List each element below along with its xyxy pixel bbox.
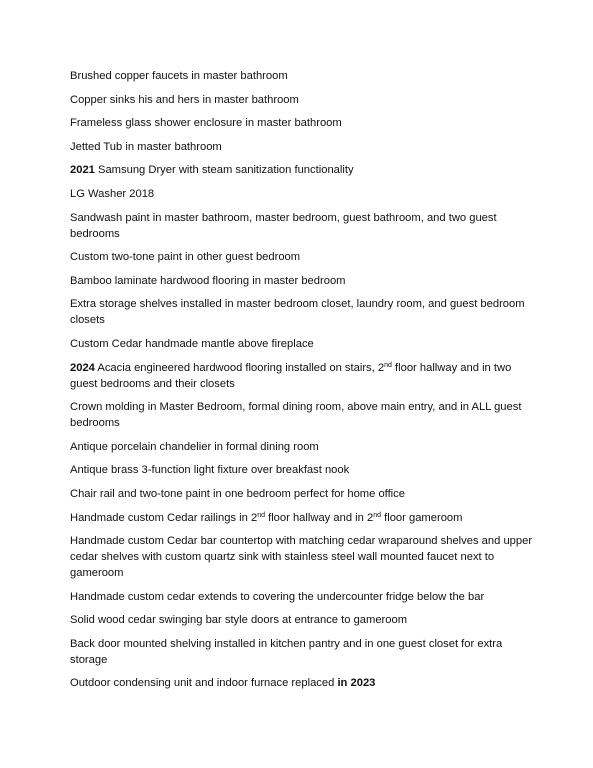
list-item: Sandwash paint in master bathroom, master bedroom, guest bathroom, and two guest bedrooms bbox=[70, 211, 497, 240]
list-item: Bamboo laminate hardwood flooring in master bedroom bbox=[70, 274, 346, 287]
list-item: Custom Cedar handmade mantle above fireplace bbox=[70, 337, 314, 350]
list-item: Antique brass 3-function light fixture over breakfast nook bbox=[70, 464, 350, 477]
list-item: Extra storage shelves installed in master bedroom closet, laundry room, and guest bedroom closets bbox=[70, 298, 525, 327]
year-label: 2024 bbox=[70, 361, 95, 374]
document-page bbox=[70, 68, 540, 699]
year-label: in 2023 bbox=[337, 677, 376, 690]
list-item: Custom two-tone paint in other guest bedroom bbox=[70, 251, 301, 264]
list-item: Crown molding in Master Bedroom, formal dining room, above main entry, and in ALL guest bedrooms bbox=[70, 401, 522, 430]
list-item: Outdoor condensing unit and indoor furnace replaced in 2023 bbox=[70, 677, 376, 690]
year-label: 2021 bbox=[70, 164, 95, 177]
list-item: LG Washer 2018 bbox=[70, 187, 155, 200]
list-item: Handmade custom Cedar bar countertop with matching cedar wraparound shelves and upper cedar shelves with custom quartz sink with stainless steel wall mounted faucet next to gameroom bbox=[70, 535, 533, 580]
list-item: Frameless glass shower enclosure in master bathroom bbox=[70, 117, 342, 130]
ordinal-suffix: nd bbox=[373, 511, 381, 519]
list-item: Antique porcelain chandelier in formal dining room bbox=[70, 440, 319, 453]
list-item: Back door mounted shelving installed in kitchen pantry and in one guest closet for extra storage bbox=[70, 637, 503, 666]
list-item: Chair rail and two-tone paint in one bedroom perfect for home office bbox=[70, 487, 405, 500]
list-item: Jetted Tub in master bathroom bbox=[70, 140, 222, 153]
list-item: Solid wood cedar swinging bar style doors at entrance to gameroom bbox=[70, 614, 408, 627]
list-item: Handmade custom Cedar railings in 2nd floor hallway and in 2nd floor gameroom bbox=[70, 511, 463, 524]
ordinal-suffix: nd bbox=[384, 361, 392, 369]
list-item: Brushed copper faucets in master bathroom bbox=[70, 70, 288, 82]
list-item: Handmade custom cedar extends to covering the undercounter fridge below the bar bbox=[70, 590, 485, 603]
list-item: 2021 Samsung Dryer with steam sanitization functionality bbox=[70, 164, 354, 177]
list-item: Copper sinks his and hers in master bathroom bbox=[70, 93, 299, 106]
ordinal-suffix: nd bbox=[257, 511, 265, 519]
list-item: 2024 Acacia engineered hardwood flooring installed on stairs, 2nd floor hallway and in two guest bedrooms and their closets bbox=[70, 361, 512, 390]
